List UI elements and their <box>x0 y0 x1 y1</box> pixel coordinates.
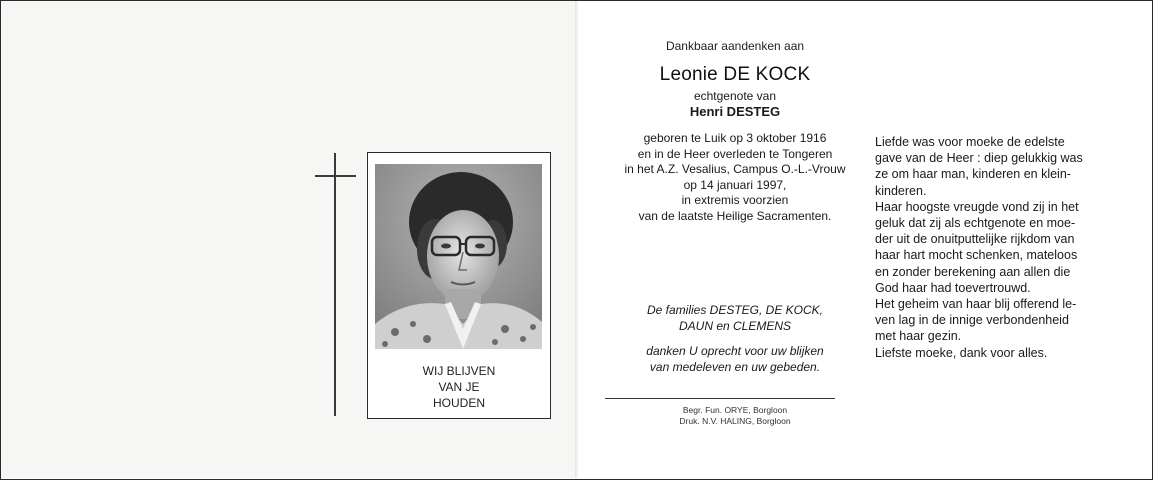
families-line: DAUN en CLEMENS <box>678 318 792 333</box>
credit-line: Begr. Fun. ORYE, Borgloon <box>682 405 788 415</box>
bio-line: geboren te Luik op 3 oktober 1916 <box>643 131 827 145</box>
tribute-text <box>875 134 1100 361</box>
bio-line: en in de Heer overleden te Tongeren <box>637 146 833 161</box>
bio-line: van de laatste Heilige Sacramenten. <box>638 208 832 223</box>
tribute-line: en zonder berekening aan allen die <box>875 264 1071 279</box>
divider <box>605 398 835 399</box>
biography <box>585 131 885 225</box>
tribute-line: ze om haar man, kinderen en klein- <box>875 167 1071 182</box>
spouse-name: Henri DESTEG <box>689 104 781 119</box>
photo-card <box>367 152 551 419</box>
tribute-line: met haar gezin. <box>875 329 962 344</box>
tribute-line: Het geheim van haar blij offerend le- <box>875 297 1077 312</box>
thanks-line: danken U oprecht voor uw blijken <box>646 344 824 358</box>
tribute-line: gave van de Heer : diep gelukkig was <box>875 151 1083 166</box>
printer-credits <box>585 405 885 427</box>
credit-line: Druk. N.V. HALING, Borgloon <box>679 416 791 426</box>
motto-line: VAN JE <box>438 380 480 394</box>
tribute-line: ven lag in de innige verbondenheid <box>875 313 1069 328</box>
families-line: De families DESTEG, DE KOCK, <box>646 303 824 317</box>
families <box>585 303 885 334</box>
motto-line: HOUDEN <box>432 396 485 410</box>
page-fold <box>575 1 579 478</box>
deceased-name: Leonie DE KOCK <box>659 64 811 85</box>
thanks <box>585 344 885 375</box>
motto-line: WIJ BLIJVEN <box>422 364 496 378</box>
card-motto <box>368 363 550 411</box>
bio-line: op 14 januari 1997, <box>683 177 787 192</box>
thanks-line: van medeleven en uw gebeden. <box>649 359 821 374</box>
tribute-line: Liefde was voor moeke de edelste <box>875 135 1065 149</box>
tribute-line: geluk dat zij als echtgenote en moe- <box>875 216 1076 231</box>
tribute-line: Liefste moeke, dank voor alles. <box>875 345 1048 360</box>
portrait-image <box>375 164 542 349</box>
spouse-label: echtgenote van <box>693 89 777 103</box>
tribute-line: Haar hoogste vreugde vond zij in het <box>875 199 1079 214</box>
cross-icon-bar <box>315 175 356 177</box>
tribute-line: kinderen. <box>875 183 927 198</box>
bio-line: in extremis voorzien <box>681 193 789 208</box>
tribute-line: God haar had toevertrouwd. <box>875 280 1031 295</box>
tribute-line: der uit de onuitputtelijke rijkdom van <box>875 232 1075 247</box>
intro-line: Dankbaar aandenken aan <box>665 39 805 53</box>
tribute-line: haar hart mocht schenken, mateloos <box>875 248 1078 263</box>
bio-line: in het A.Z. Vesalius, Campus O.-L.-Vrouw <box>624 162 846 177</box>
cross-icon <box>334 153 336 416</box>
portrait-photo <box>375 164 542 349</box>
